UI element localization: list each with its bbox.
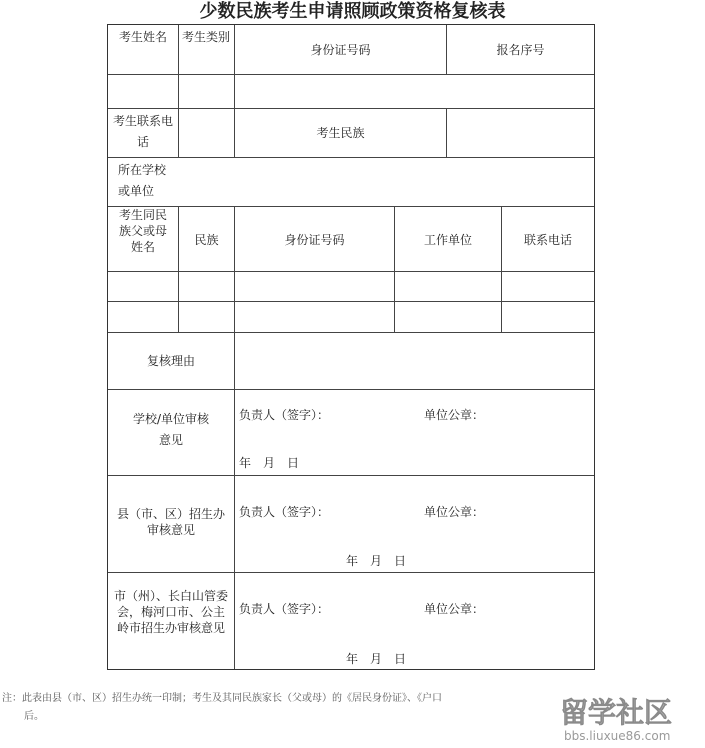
id-number-label: 身份证号码 [310, 43, 371, 57]
watermark-logo [556, 684, 705, 744]
footnote-line-2: 后。 [24, 711, 44, 722]
footnote [2, 690, 562, 726]
county-review-seal: 单位公章： [424, 505, 485, 519]
student-category-label: 考生类别 [182, 30, 231, 44]
footnote-line-1: 注：此表由县（市、区）招生办统一印制；考生及其同民族家长（父或母）的《居民身份证》、《户口 [2, 693, 442, 704]
review-reason-cell[interactable] [235, 333, 594, 389]
review-form-table [107, 24, 595, 670]
parent-entry-row-2[interactable] [108, 302, 594, 332]
parent-entry-row-1[interactable] [108, 272, 594, 301]
review-reason-label: 复核理由 [146, 354, 195, 368]
parent-name-label: 考生同民族父或母姓名 [118, 208, 167, 255]
student-phone-cell[interactable] [179, 109, 234, 157]
school-review-signer: 负责人（签字）： [239, 408, 330, 422]
watermark-url-text: bbs.liuxue86.com [564, 729, 671, 743]
registration-number-cell[interactable] [447, 75, 594, 108]
school-review-label: 学校/单位审核意见 [132, 412, 210, 447]
student-ethnicity-label: 考生民族 [316, 126, 365, 140]
school-or-unit-cell[interactable] [179, 158, 594, 206]
parent-ethnicity-label: 民族 [194, 233, 219, 247]
form-title: 少数民族考生申请照顾政策资格复核表 [199, 1, 506, 22]
city-review-date: 年 月 日 [346, 652, 407, 666]
id-number-cell[interactable] [235, 75, 446, 108]
city-review-signer: 负责人（签字）： [239, 602, 330, 616]
parent-id-label: 身份证号码 [284, 233, 345, 247]
watermark-main-text: 留学社区 [560, 696, 673, 729]
student-category-cell[interactable] [179, 75, 234, 108]
student-name-label: 考生姓名 [118, 30, 167, 44]
parent-work-label: 工作单位 [423, 233, 472, 247]
county-review-label: 县（市、区）招生办审核意见 [116, 507, 225, 538]
county-review-signer: 负责人（签字）： [239, 505, 330, 519]
watermark-graphic [556, 684, 705, 744]
city-review-seal: 单位公章： [424, 602, 485, 616]
school-review-seal: 单位公章： [424, 408, 485, 422]
student-name-cell[interactable] [108, 75, 178, 108]
school-or-unit-label: 所在学校或单位 [118, 163, 167, 198]
school-review-date: 年 月 日 [239, 456, 300, 470]
registration-number-label: 报名序号 [496, 43, 545, 57]
student-ethnicity-cell[interactable] [447, 109, 594, 157]
parent-phone-label: 联系电话 [523, 233, 572, 247]
student-phone-label: 考生联系电话 [112, 114, 173, 149]
county-review-date: 年 月 日 [346, 554, 407, 568]
city-review-label: 市（州）、长白山管委会，梅河口市、公主岭市招生办审核意见 [114, 589, 229, 636]
